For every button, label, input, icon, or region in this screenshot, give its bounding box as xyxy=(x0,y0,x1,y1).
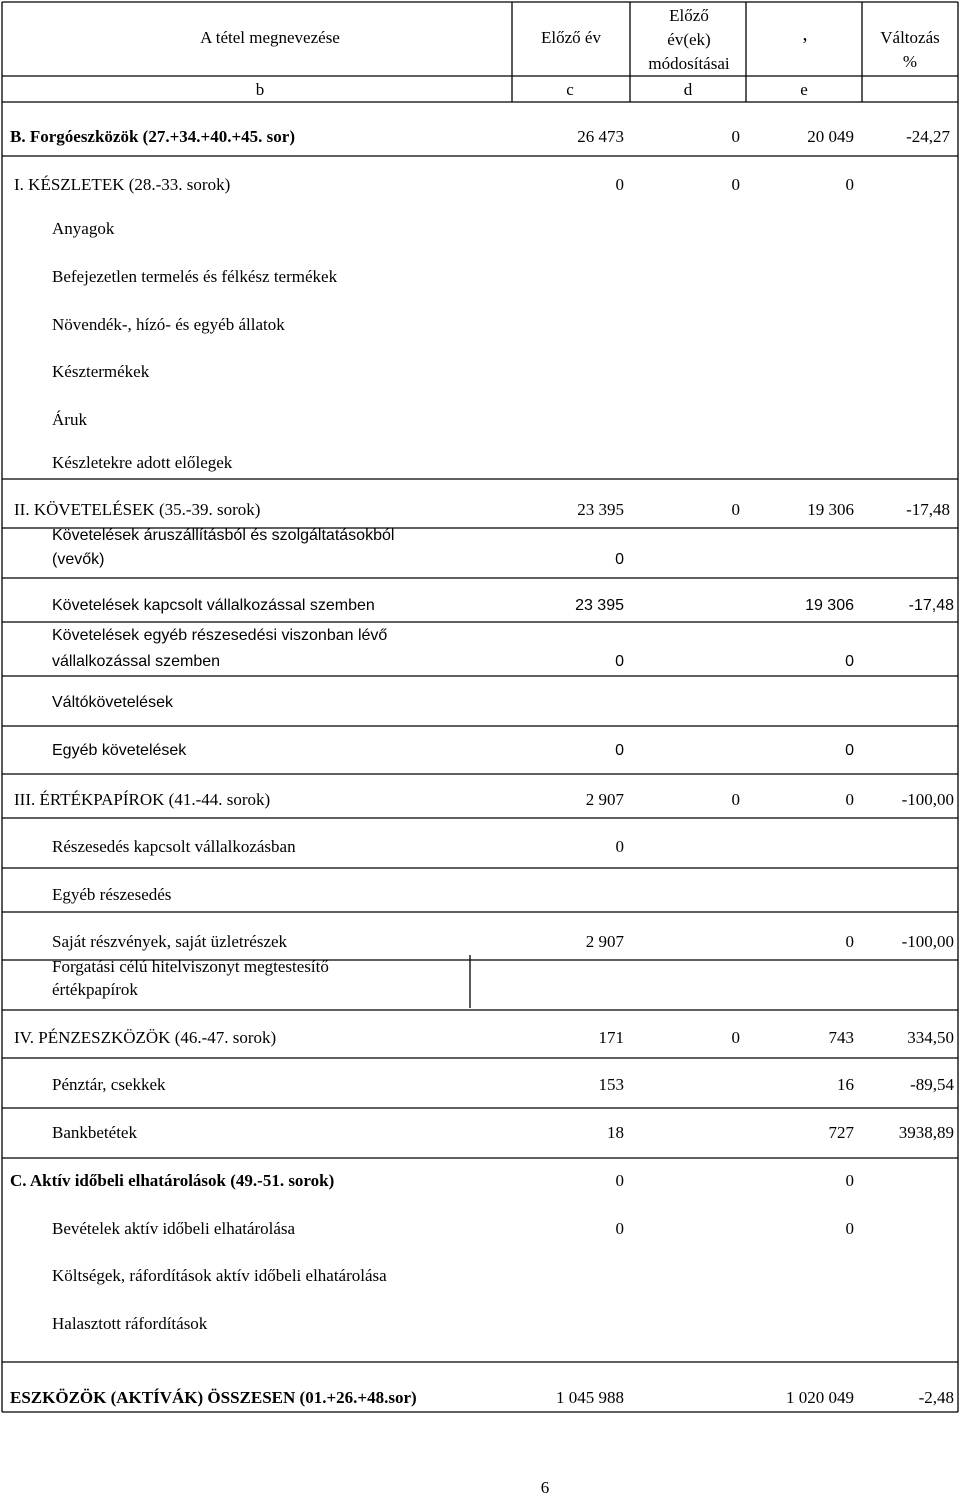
row-label: IV. PÉNZESZKÖZÖK (46.-47. sorok) xyxy=(14,1028,277,1047)
row-label-line2: (vevők) xyxy=(52,551,105,568)
header-sub-c: c xyxy=(566,80,574,99)
cell-previous-year: 26 473 xyxy=(577,127,624,146)
row-label-line1: Forgatási célú hitelviszonyt megtestesítő xyxy=(52,957,329,976)
cell-current-year: 0 xyxy=(845,932,854,951)
cell-current-year: 743 xyxy=(828,1028,854,1047)
cell-current-year: 0 xyxy=(845,175,854,194)
row-label: Halasztott ráfordítások xyxy=(52,1314,208,1333)
row-label: B. Forgóeszközök (27.+34.+40.+45. sor) xyxy=(10,127,295,146)
header-sub-b: b xyxy=(255,80,265,99)
row-label: Részesedés kapcsolt vállalkozásban xyxy=(52,837,296,856)
row-label-total: ESZKÖZÖK (AKTÍVÁK) ÖSSZESEN (01.+26.+48.sor) xyxy=(10,1388,417,1407)
row-label: Bevételek aktív időbeli elhatárolása xyxy=(52,1219,296,1238)
cell-current-year: 727 xyxy=(828,1123,854,1142)
row-label: Költségek, ráfordítások aktív időbeli elhatárolása xyxy=(52,1266,387,1285)
header-item-name: A tétel megnevezése xyxy=(200,28,340,47)
header-sub-e: e xyxy=(800,80,808,99)
header-change-2: % xyxy=(902,52,918,71)
cell-change-pct: -2,48 xyxy=(918,1388,954,1407)
row-label: III. ÉRTÉKPAPÍROK (41.-44. sorok) xyxy=(14,790,271,809)
cell-current-year: 1 020 049 xyxy=(786,1388,854,1407)
row-label: Váltókövetelések xyxy=(52,694,173,711)
header-change-1: Változás xyxy=(880,28,940,47)
cell-previous-year: 171 xyxy=(598,1028,624,1047)
cell-modifications: 0 xyxy=(731,1028,740,1047)
row-label: I. KÉSZLETEK (28.-33. sorok) xyxy=(14,175,231,194)
cell-current-year: 0 xyxy=(845,1219,854,1238)
cell-change-pct: 3938,89 xyxy=(898,1123,954,1142)
cell-previous-year: 2 907 xyxy=(585,932,624,951)
header-modifications-1: Előző xyxy=(669,6,709,25)
row-label-line2: értékpapírok xyxy=(52,980,138,999)
page-number: 6 xyxy=(540,1478,550,1497)
header-modifications-3: módosításai xyxy=(648,54,730,73)
header-current-year: , xyxy=(802,23,808,45)
row-label: Pénztár, csekkek xyxy=(52,1075,166,1094)
cell-previous-year: 23 395 xyxy=(577,500,624,519)
cell-previous-year: 0 xyxy=(615,837,624,856)
cell-previous-year: 0 xyxy=(615,1219,624,1238)
row-label: Növendék-, hízó- és egyéb állatok xyxy=(52,315,285,334)
cell-modifications: 0 xyxy=(731,500,740,519)
cell-change-pct: -100,00 xyxy=(901,790,954,809)
cell-previous-year: 2 907 xyxy=(585,790,624,809)
cell-previous-year: 1 045 988 xyxy=(556,1388,624,1407)
cell-change-pct: -17,48 xyxy=(906,500,950,519)
cell-previous-year: 0 xyxy=(615,175,624,194)
cell-previous-year: 23 395 xyxy=(575,597,624,614)
cell-change-pct: -89,54 xyxy=(910,1075,954,1094)
row-label: Egyéb részesedés xyxy=(52,885,172,904)
row-label: C. Aktív időbeli elhatárolások (49.-51. sorok) xyxy=(10,1171,335,1190)
cell-previous-year: 153 xyxy=(598,1075,624,1094)
cell-modifications: 0 xyxy=(731,127,740,146)
row-label: Anyagok xyxy=(52,219,115,238)
cell-modifications: 0 xyxy=(731,790,740,809)
row-label: Áruk xyxy=(52,410,87,429)
cell-change-pct: -24,27 xyxy=(906,127,950,146)
cell-change-pct: 334,50 xyxy=(907,1028,954,1047)
cell-current-year: 19 306 xyxy=(805,597,854,614)
row-label-line2: vállalkozással szemben xyxy=(52,653,221,670)
cell-previous-year: 0 xyxy=(615,742,624,759)
row-label: Saját részvények, saját üzletrészek xyxy=(52,932,288,951)
header-previous-year: Előző év xyxy=(541,28,601,47)
header-sub-d: d xyxy=(683,80,693,99)
row-label: Készletekre adott előlegek xyxy=(52,453,233,472)
row-label-line1: Követelések egyéb részesedési viszonban lévő xyxy=(52,627,388,644)
row-label: Követelések kapcsolt vállalkozással szemben xyxy=(52,597,375,614)
cell-previous-year: 0 xyxy=(615,653,624,670)
cell-current-year: 0 xyxy=(845,742,854,759)
row-label: Befejezetlen termelés és félkész termékek xyxy=(52,267,338,286)
cell-current-year: 20 049 xyxy=(807,127,854,146)
cell-previous-year: 18 xyxy=(607,1123,624,1142)
cell-modifications: 0 xyxy=(731,175,740,194)
cell-previous-year: 0 xyxy=(615,1171,624,1190)
row-label: Bankbetétek xyxy=(52,1123,137,1142)
row-label-line1: Követelések áruszállításból és szolgáltatásokból xyxy=(52,527,395,544)
cell-previous-year: 0 xyxy=(615,551,624,568)
header-modifications-2: év(ek) xyxy=(667,30,711,49)
cell-current-year: 0 xyxy=(845,653,854,670)
row-label: Késztermékek xyxy=(52,362,150,381)
cell-current-year: 0 xyxy=(845,790,854,809)
cell-current-year: 19 306 xyxy=(807,500,854,519)
cell-change-pct: -17,48 xyxy=(908,597,954,614)
cell-current-year: 16 xyxy=(837,1075,854,1094)
row-label: II. KÖVETELÉSEK (35.-39. sorok) xyxy=(14,500,261,519)
row-label: Egyéb követelések xyxy=(52,742,187,759)
cell-change-pct: -100,00 xyxy=(901,932,954,951)
cell-current-year: 0 xyxy=(845,1171,854,1190)
